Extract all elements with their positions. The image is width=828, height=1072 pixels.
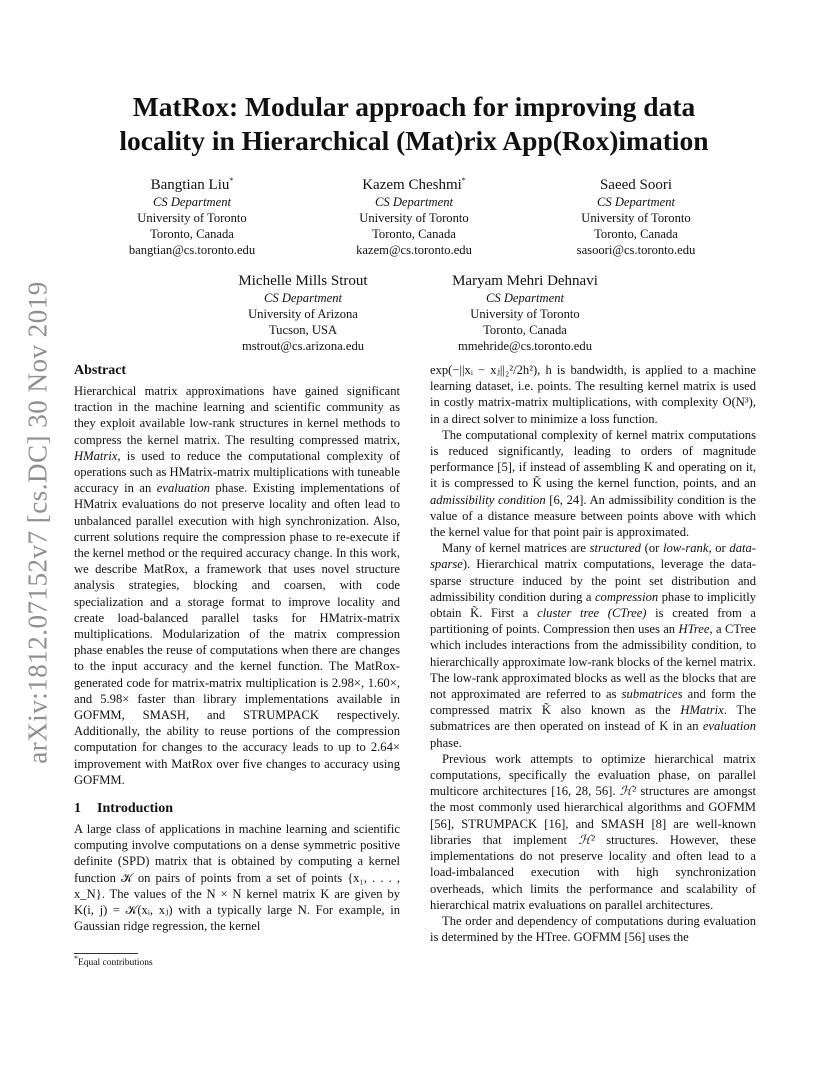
left-column — [74, 362, 400, 935]
author-name: Bangtian Liu — [150, 177, 230, 193]
author-name: Michelle Mills Strout — [238, 273, 368, 289]
author-block-4 — [193, 272, 413, 354]
intro-paragraph-2: The computational complexity of kernel matrix computations is reduced significantly, leading to orders of magnitude performance [5], if instead of assembling K and operating on it, it is compressed to K̃ using the kernel function, points, and an admissibility condition [6, 24]. An admissibility condition is the value of a distance measure between points above with which the kernel value for that point pair is approximated. — [430, 427, 757, 540]
author-loc: Tucson, USA — [268, 323, 338, 337]
author-email: mmehride@cs.toronto.edu — [457, 339, 592, 353]
author-mark: * — [461, 176, 466, 185]
intro-paragraph-5: The order and dependency of computations during evaluation is determined by the HTree. GOFMM [56] uses the — [430, 913, 756, 945]
intro-text: A large class of applications in machine learning and scientific computing involve computations on a dense symmetric positive definite (SPD) matrix that is obtained by computing a kernel function 𝒦 on pairs of points from a set of points {x₁, . . . , x_N}. The values of the N × N kernel matrix K are given by K(i, j) = 𝒦(xᵢ, xⱼ) with a typically large N. For example, in Gaussian ridge regression, the kernel — [74, 822, 400, 934]
author-email: mstrout@cs.arizona.edu — [241, 339, 365, 353]
author-email: bangtian@cs.toronto.edu — [128, 243, 256, 257]
intro-paragraph-continued: exp(−||xᵢ − xⱼ||₂²/2h²), h is bandwidth, is applied to a machine learning dataset, i.e. points. The resulting kernel matrix is used in costly matrix-matrix multiplications, with complexity O(N³), in a direct solver to minimize a loss function. — [430, 363, 756, 426]
author-loc: Toronto, Canada — [594, 227, 678, 241]
author-block-2 — [304, 176, 524, 258]
intro-number: 1 — [74, 801, 81, 817]
author-block-5 — [415, 272, 635, 354]
author-name: Maryam Mehri Dehnavi — [452, 273, 598, 289]
author-inst: University of Arizona — [248, 307, 358, 321]
author-loc: Toronto, Canada — [150, 227, 234, 241]
author-inst: University of Toronto — [137, 211, 247, 225]
author-dept: CS Department — [596, 195, 675, 209]
intro-title: Introduction — [97, 801, 173, 817]
paper-title — [74, 90, 754, 158]
author-inst: University of Toronto — [470, 307, 580, 321]
footnote-text: Equal contributions — [78, 958, 153, 968]
right-column — [430, 362, 756, 945]
author-dept: CS Department — [485, 291, 564, 305]
author-dept: CS Department — [374, 195, 453, 209]
author-email: kazem@cs.toronto.edu — [356, 243, 472, 257]
title-line-1: MatRox: Modular approach for improving data — [132, 91, 696, 122]
intro-heading — [74, 800, 400, 818]
author-name: Saeed Soori — [599, 177, 673, 193]
author-dept: CS Department — [152, 195, 231, 209]
author-inst: University of Toronto — [581, 211, 691, 225]
footnote-rule — [74, 953, 138, 954]
author-email: sasoori@cs.toronto.edu — [576, 243, 696, 257]
author-name: Kazem Cheshmi — [362, 177, 462, 193]
abstract-text: Hierarchical matrix approximations have gained significant traction in the machine learning and scientific community as they exploit available low-rank structures in kernel methods to compress the kernel matrix. The resulting compressed matrix, HMatrix, is used to reduce the computational complexity of operations such as HMatrix-matrix multiplications with tuneable accuracy in an evaluation phase. Existing implementations of HMatrix evaluations do not preserve locality and often lead to unbalanced parallel execution with high synchronization. Also, current solutions require the compression phase to re-execute if the kernel method or the required accuracy change. In this work, we describe MatRox, a framework that uses novel structure analysis strategies, blocking and coarsen, with code specialization and a storage format to improve locality and create load-balanced parallel tasks for HMatrix-matrix multiplications. Modularization of the matrix compression phase enables the reuse of computations when there are changes to the input accuracy and the kernel function. The MatRox-generated code for matrix-matrix multiplication is 2.98×, 1.60×, and 5.98× faster than library implementations available in GOFMM, SMASH, and STRUMPACK respectively. Additionally, the ability to reuse portions of the compression computation for changes to the accuracy leads to up to 2.64× improvement with MatRox over five changes to accuracy using GOFMM. — [74, 384, 400, 787]
author-block-3 — [526, 176, 746, 258]
intro-paragraph-3: Many of kernel matrices are structured (or low-rank, or data-sparse). Hierarchical matrix computations, leverage the data-sparse structure induced by the point set distribution and admissibility condition during a compression phase to implicitly obtain K̃. First a cluster tree (CTree) is created from a partitioning of points. Compression then uses an HTree, a CTree which includes interactions from the admissibility condition, to hierarchically approximate low-rank blocks of the kernel matrix. The low-rank approximated blocks as well as the blocks that are not approximated are referred to as submatrices and form the compressed matrix K̃ also known as the HMatrix. The submatrices are then operated on instead of K in an evaluation phase. — [430, 541, 757, 750]
arxiv-id: arXiv:1812.07152v7 [cs.DC] 30 Nov 2019 — [22, 280, 53, 764]
author-loc: Toronto, Canada — [372, 227, 456, 241]
author-mark: * — [229, 176, 234, 185]
title-line-2: locality in Hierarchical (Mat)rix App(Rox)imation — [119, 125, 709, 156]
arxiv-stamp — [18, 282, 58, 762]
author-inst: University of Toronto — [359, 211, 469, 225]
intro-paragraph-4: Previous work attempts to optimize hierarchical matrix computations, specifically the evaluation phase, on parallel multicore architectures [16, 28, 56]. ℋ² structures are amongst the most commonly used hierarchical algorithms and GOFMM [56], STRUMPACK [16], and SMASH [8] are well-known libraries that implement ℋ² structures. However, these implementations do not preserve locality and often lead to a load-imbalanced execution with high synchronization overheads, which limits the performance and scalability of hierarchical matrix evaluations on parallel architectures. — [430, 751, 756, 912]
abstract-heading: Abstract — [74, 363, 127, 378]
footnote-mark: * — [74, 953, 78, 963]
footnote — [74, 953, 153, 968]
author-dept: CS Department — [263, 291, 342, 305]
author-loc: Toronto, Canada — [483, 323, 567, 337]
author-block-1 — [82, 176, 302, 258]
